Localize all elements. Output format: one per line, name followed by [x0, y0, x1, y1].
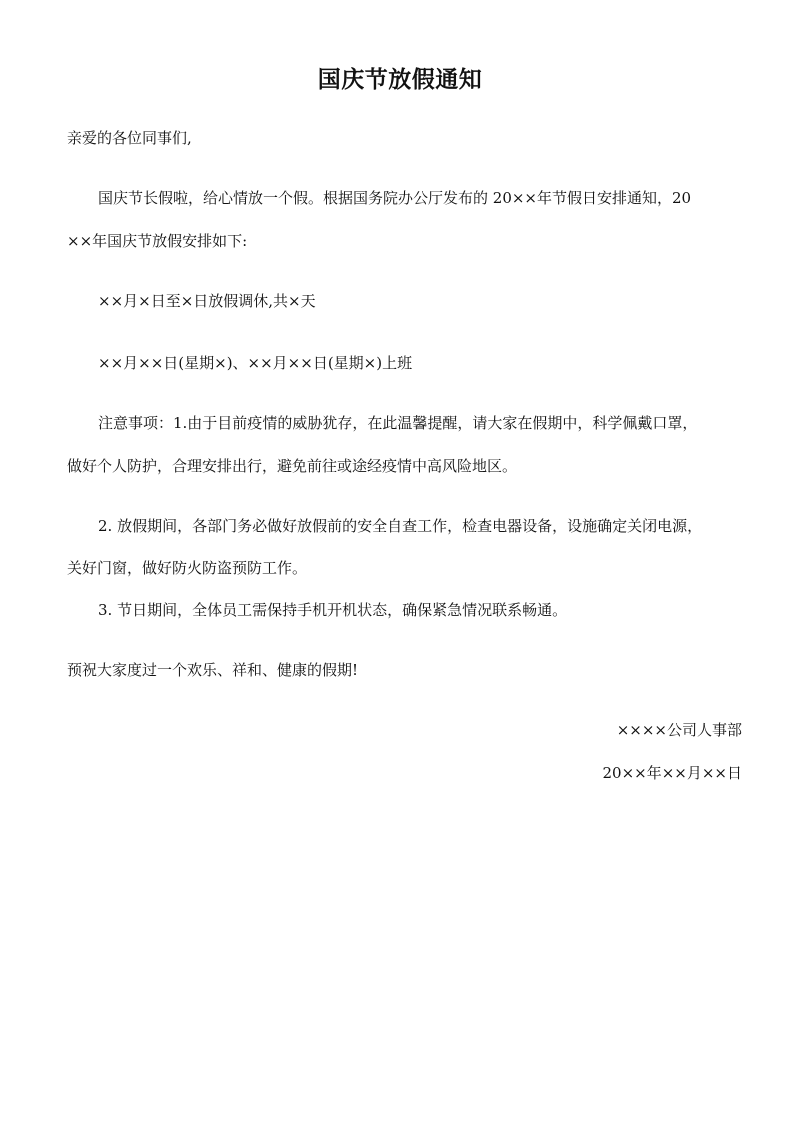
salutation: 亲爱的各位同事们, [67, 129, 192, 147]
notice-item-2-line-2: 关好门窗，做好防火防盗预防工作。 [67, 559, 308, 577]
schedule-work-line: ××月××日(星期×)、××月××日(星期×)上班 [98, 354, 413, 372]
notice-item-3: 3. 节日期间，全体员工需保持手机开机状态，确保紧急情况联系畅通。 [98, 601, 568, 619]
schedule-rest-line: ××月×日至×日放假调休,共×天 [98, 292, 316, 310]
closing-wish: 预祝大家度过一个欢乐、祥和、健康的假期! [67, 661, 359, 679]
page-title: 国庆节放假通知 [317, 67, 483, 93]
intro-paragraph-line-1: 国庆节长假啦，给心情放一个假。根据国务院办公厅发布的 20××年节假日安排通知，20 [98, 189, 692, 207]
signature-department: ××××公司人事部 [616, 721, 742, 739]
notice-item-1-line-2: 做好个人防护，合理安排出行，避免前往或途经疫情中高风险地区。 [67, 457, 518, 475]
signature-date: 20××年××月××日 [602, 764, 742, 782]
intro-paragraph-line-2: ××年国庆节放假安排如下: [67, 232, 248, 250]
notice-item-2-line-1: 2. 放假期间，各部门务必做好放假前的安全自查工作，检查电器设备，设施确定关闭电源， [98, 517, 703, 535]
notice-item-1-line-1: 注意事项：1.由于目前疫情的威胁犹存，在此温馨提醒，请大家在假期中，科学佩戴口罩， [98, 414, 698, 432]
